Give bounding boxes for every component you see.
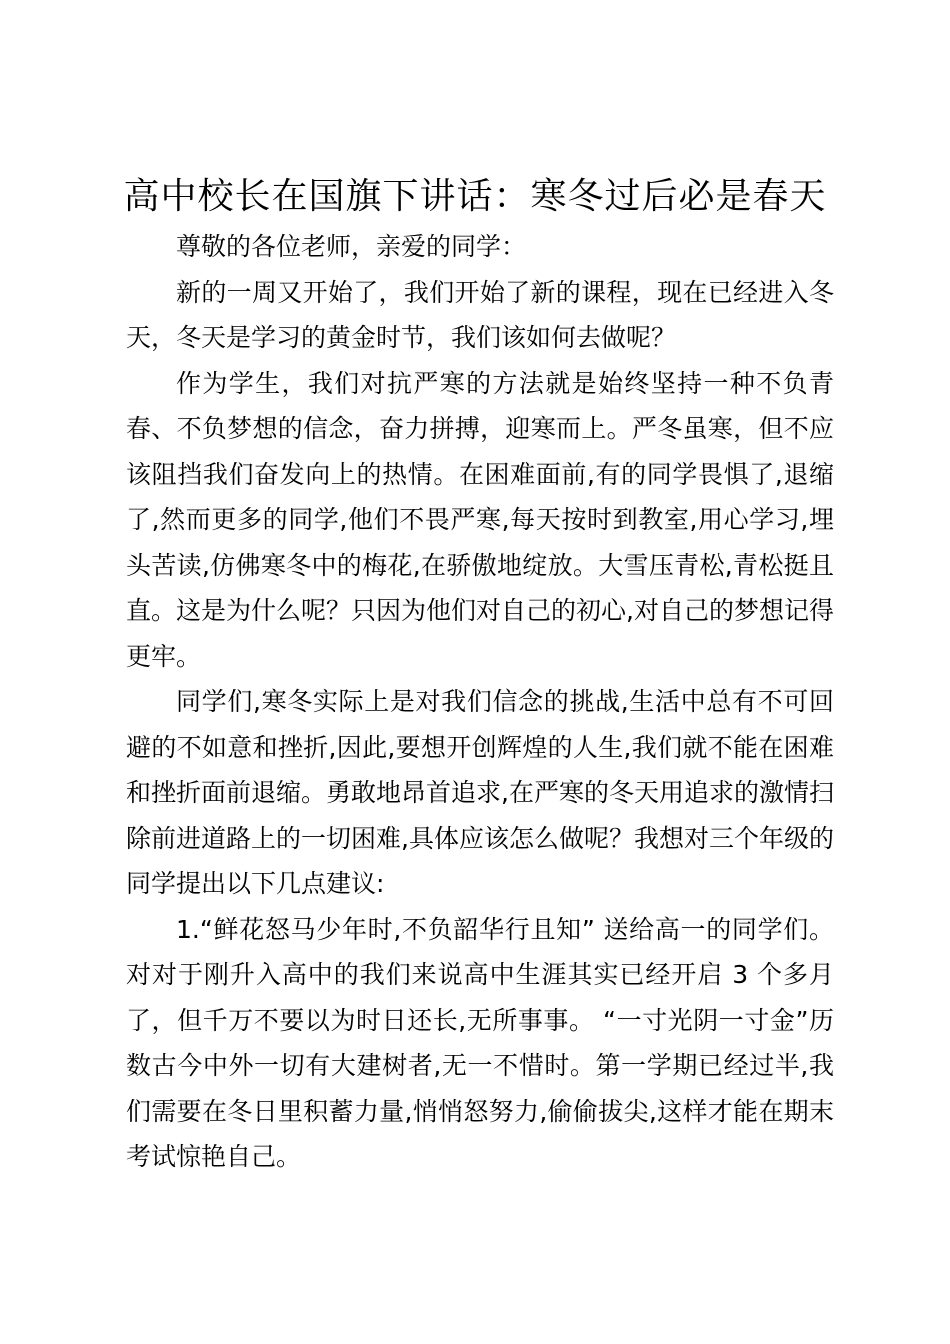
body-paragraph: 同学们,寒冬实际上是对我们信念的挑战,生活中总有不可回避的不如意和挫折,因此,要想开创辉煌的人生,我们就不能在困难和挫折面前退缩。勇敢地昂首追求,在严寒的冬天用追求的激情扫除前进道路上的一切困难,具体应该怎么做呢？我想对三个年级的同学提出以下几点建议:	[126, 687, 834, 898]
body-paragraph: 新的一周又开始了，我们开始了新的课程，现在已经进入冬天，冬天是学习的黄金时节，我们该如何去做呢？	[126, 277, 834, 352]
document-title: 高中校长在国旗下讲话：寒冬过后必是春天	[123, 176, 827, 217]
salutation-paragraph: 尊敬的各位老师，亲爱的同学：	[176, 232, 527, 261]
document-body	[126, 224, 834, 1180]
body-paragraph: 1.“鲜花怒马少年时,不负韶华行且知” 送给高一的同学们。对对于刚升入高中的我们来说高中生涯其实已经开启 3 个多月了，但千万不要以为时日还长,无所事事。 “一寸光阴一寸金”历数古今中外一切有大建树者,无一不惜时。第一学期已经过半,我们需要在冬日里积蓄力量,悄悄怒努力,偷偷拔尖,这样才能在期末考试惊艳自己。	[126, 914, 834, 1171]
body-paragraph: 作为学生，我们对抗严寒的方法就是始终坚持一种不负青春、不负梦想的信念，奋力拼搏，迎寒而上。严冬虽寒，但不应该阻挡我们奋发向上的热情。在困难面前,有的同学畏惧了,退缩了,然而更多的同学,他们不畏严寒,每天按时到教室,用心学习,埋头苦读,仿佛寒冬中的梅花,在骄傲地绽放。大雪压青松,青松挺且直。这是为什么呢？只因为他们对自己的初心,对自己的梦想记得更牢。	[126, 368, 834, 671]
